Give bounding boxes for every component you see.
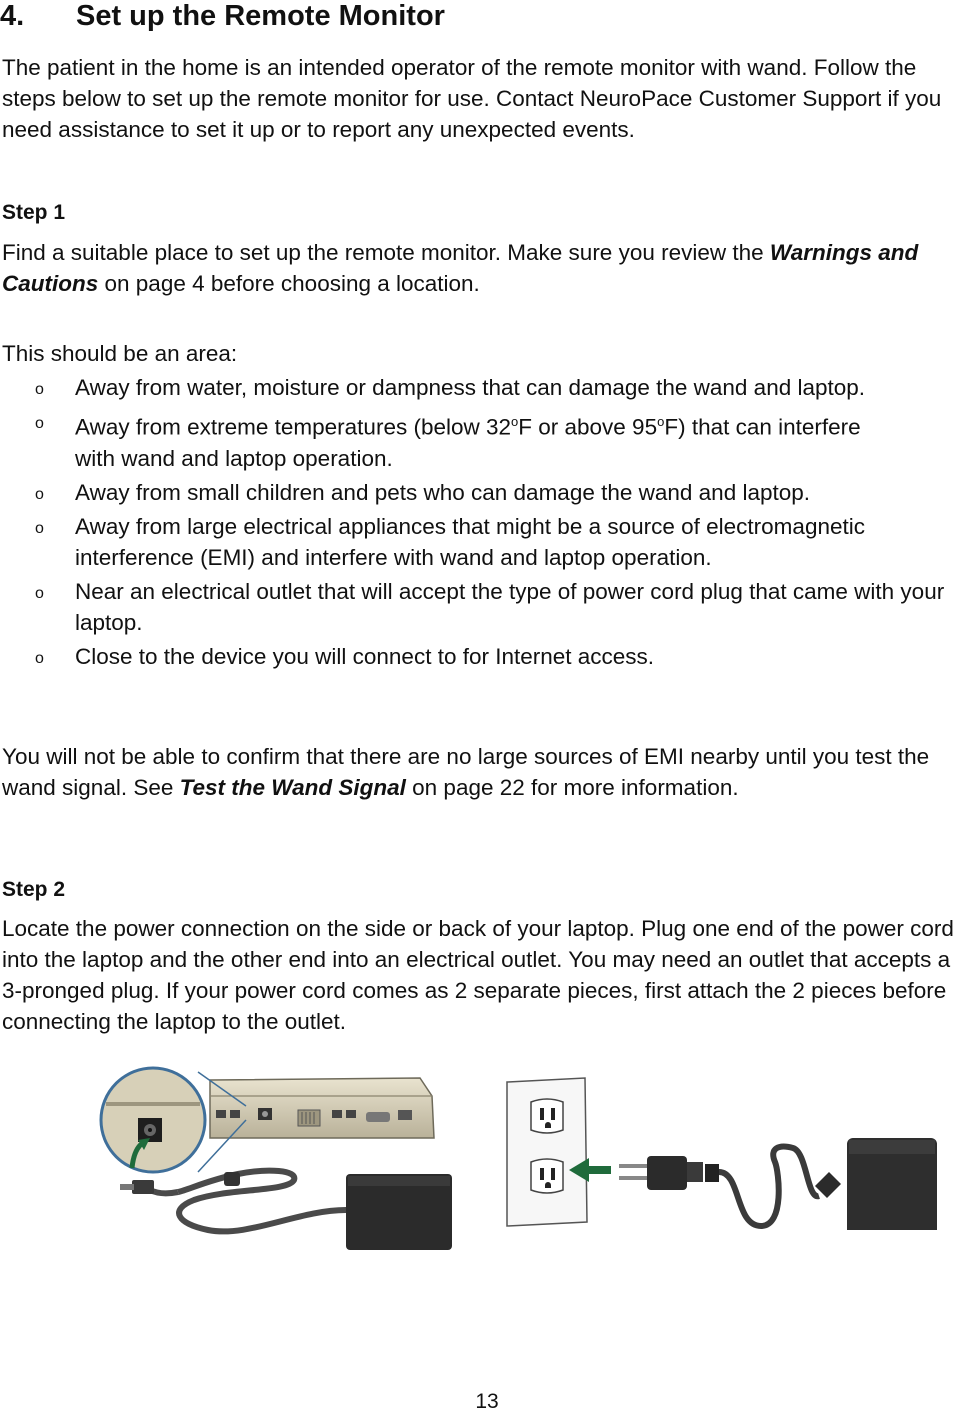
step-2-heading: Step 2 [2,878,66,901]
section-title: Set up the Remote Monitor [76,0,445,32]
step-1-heading: Step 1 [2,201,66,224]
emi-paragraph: You will not be able to confirm that there are no large sources of EMI nearby until you test the wand signal. See Test the Wand Signal on page 22 for more information. [2,744,930,800]
bullet-marker: o [35,381,44,398]
bullet-marker: o [35,584,44,602]
wall-outlet-illustration [503,1076,941,1230]
bullet-marker: o [35,415,44,432]
bullet-marker: o [35,519,44,537]
step-1-text-before: Find a suitable place to set up the remote monitor. Make sure you review the [2,240,770,265]
list-item: o Close to the device you will connect to for Internet access. [0,641,974,672]
section-heading [0,0,445,36]
step-2-paragraph: Locate the power connection on the side or back of your laptop. Plug one end of the power cord into the laptop and the other end into an electrical outlet. You may need an outlet that accepts a 3-pronged plug. If your power cord comes as 2 separate pieces, first attach the 2 pieces before connecting the laptop to the outlet. [2,916,954,1034]
bullet-marker: o [35,649,44,667]
page-number: 13 [475,1390,499,1413]
list-item: o Away from extreme temperatures (below 32$^o$F or above 95$^o$F) that can interfere with wand and laptop operation. [0,406,974,474]
list-item: o Near an electrical outlet that will accept the type of power cord plug that came with your laptop. [35,578,945,635]
step-1-paragraph [2,237,974,299]
intro-paragraph: The patient in the home is an intended operator of the remote monitor with wand. Follow the steps below to set up the remote monitor for use. Contact NeuroPace Customer Support if you need assistance to set it up or to report any unexpected events. [2,55,942,142]
bullet-marker: o [35,485,44,503]
area-intro: This should be an area: [2,341,238,366]
list-item: o Away from small children and pets who can damage the wand and laptop. [0,477,974,508]
list-item: o Away from large electrical appliances that might be a source of electromagnetic interference (EMI) and interfere with wand and laptop operation. [35,513,865,570]
list-item: o Away from water, moisture or dampness that can damage the wand and laptop. [0,372,974,403]
location-criteria-list [0,372,974,672]
step-1-text-after: on page 4 before choosing a location. [98,271,480,296]
test-wand-signal-reference: Test the Wand Signal [179,775,406,800]
warnings-cautions-reference: Warnings and Cautions [2,240,919,296]
laptop-power-illustration [98,1060,460,1250]
section-number: 4. [0,0,25,32]
